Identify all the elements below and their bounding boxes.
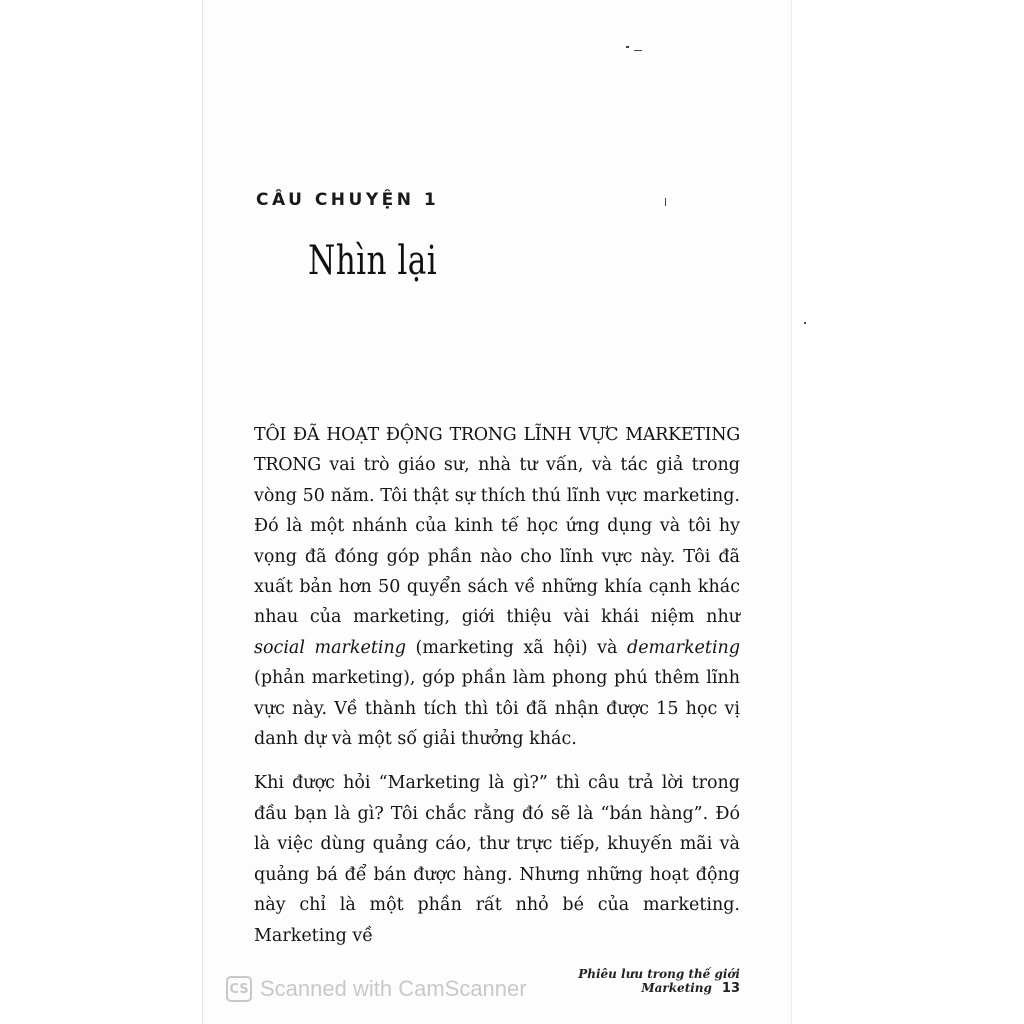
chapter-title: Nhìn lại — [308, 238, 438, 284]
paragraph-1-text-1: vai trò giáo sư, nhà tư vấn, và tác giả trong vòng 50 năm. Tôi thật sự thích thú lĩnh vực marketing. Đó là một nhánh của kinh tế học ứng dụng và tôi hy vọng đã đóng góp phần nào cho lĩnh vực này. Tôi đã xuất bản hơn 50 quyển sách về những khía cạnh khác nhau của marketing, giới thiệu vài khái niệm như — [254, 455, 740, 628]
scan-speck — [665, 198, 666, 206]
paragraph-1 — [254, 420, 740, 754]
watermark-text: Scanned with CamScanner — [260, 976, 527, 1001]
chapter-label: CÂU CHUYỆN 1 — [256, 190, 440, 210]
camscanner-logo-icon: CS — [226, 976, 252, 1002]
paragraph-1-italic-1: social marketing — [254, 637, 406, 658]
paragraph-1-text-2: (marketing xã hội) và — [405, 637, 627, 658]
page-footer — [480, 967, 740, 996]
paragraph-1-italic-2: demarketing — [627, 637, 741, 658]
paragraph-1-text-3: (phản marketing), góp phần làm phong phú thêm lĩnh vực này. Về thành tích thì tôi đã nhận được 15 học vị danh dự và một số giải thưởng khác. — [254, 668, 740, 750]
scan-speck — [804, 322, 806, 324]
scan-speck — [634, 50, 642, 51]
page-number: 13 — [721, 981, 740, 996]
paragraph-lead-caps: TÔI ĐÃ HOẠT ĐỘNG TRONG LĨNH VỰC MARKETING TRONG — [254, 425, 740, 476]
running-title: Phiêu lưu trong thế giới Marketing — [578, 967, 740, 995]
paragraph-2: Khi được hỏi “Marketing là gì?” thì câu trả lời trong đầu bạn là gì? Tôi chắc rằng đó sẽ là “bán hàng”. Đó là việc dùng quảng cáo, thư trực tiếp, khuyến mãi và quảng bá để bán được hàng. Nhưng những hoạt động này chỉ là một phần rất nhỏ bé của marketing. Marketing về — [254, 773, 740, 946]
body-text — [254, 420, 740, 951]
scan-speck — [626, 46, 629, 48]
